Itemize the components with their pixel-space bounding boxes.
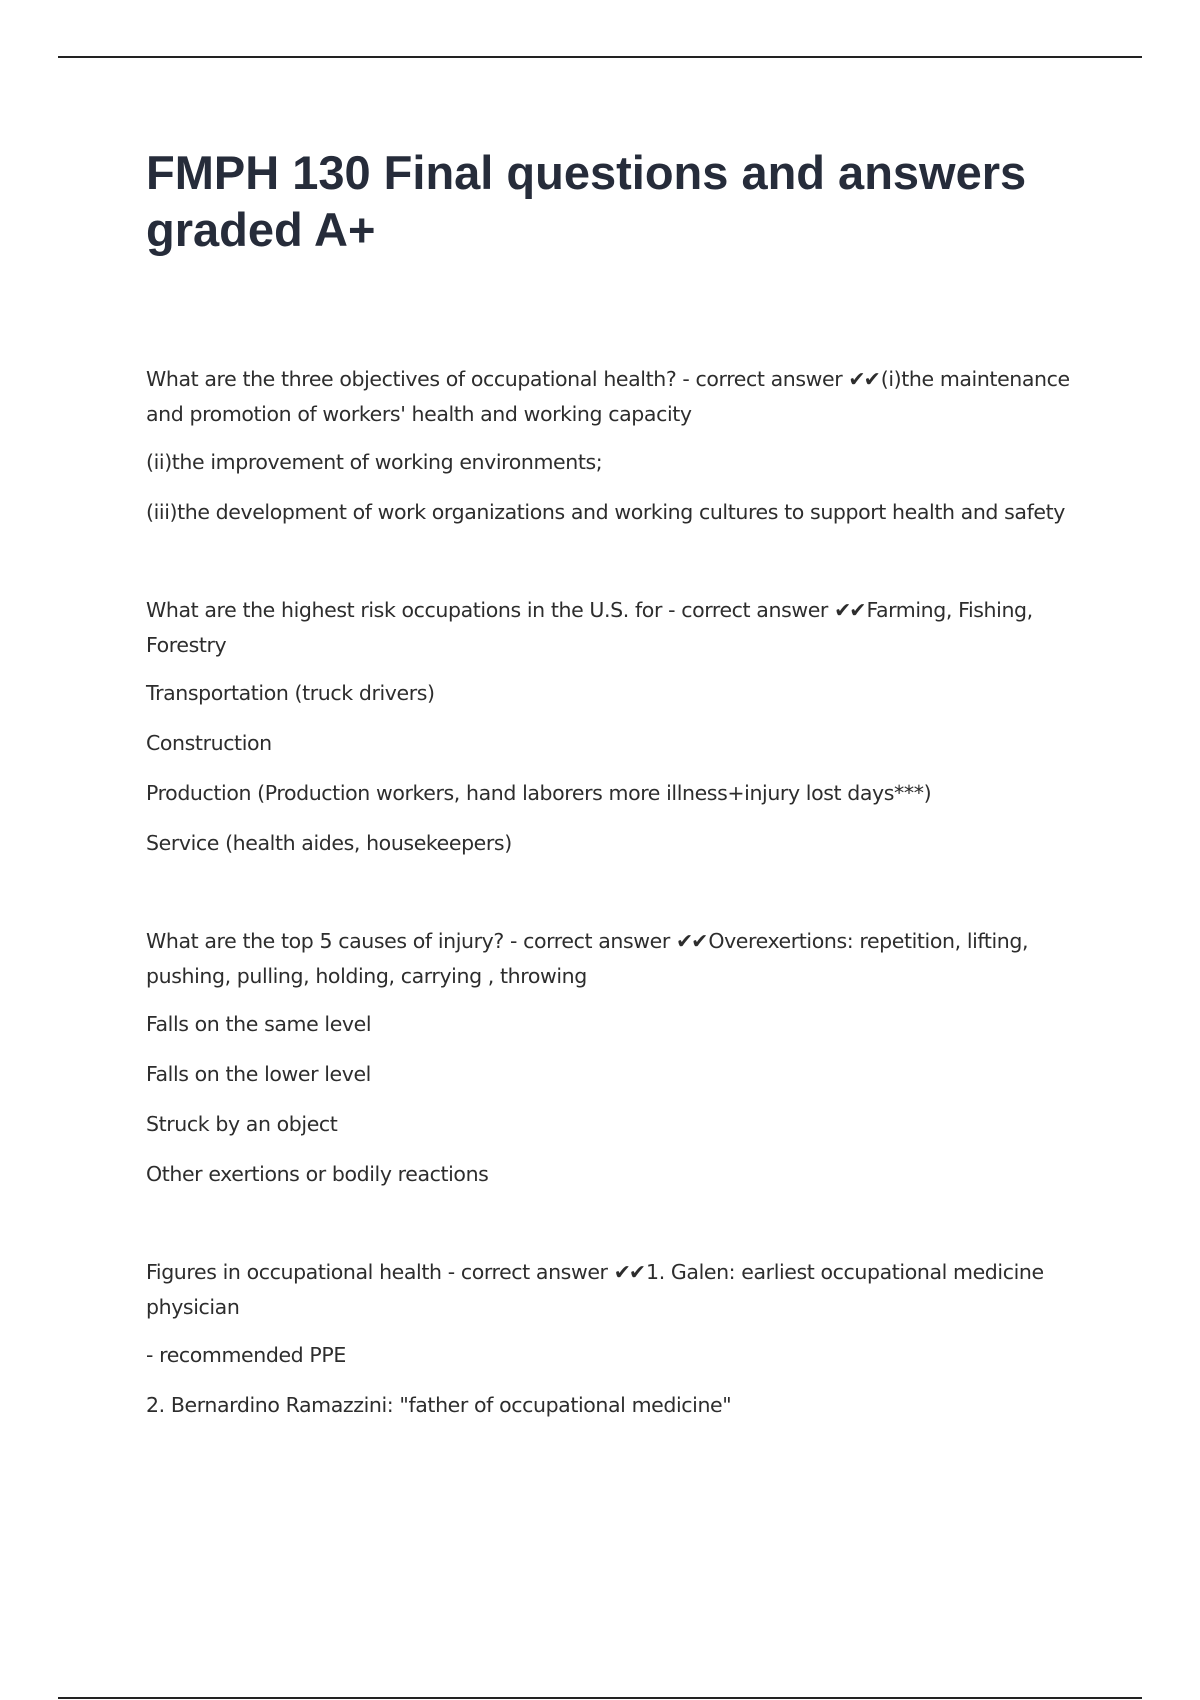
document-body <box>146 144 1086 1423</box>
qa-question-line <box>146 362 1086 432</box>
double-check-icon: ✔✔ <box>848 367 879 391</box>
answer-line: 2. Bernardino Ramazzini: "father of occupational medicine" <box>146 1393 732 1417</box>
bottom-rule <box>58 1697 1142 1699</box>
qa-entry <box>146 593 1086 861</box>
answer-line: Construction <box>146 731 272 755</box>
answer-text: Farming, Fishing, Forestry <box>146 598 1033 657</box>
answer-line: Struck by an object <box>146 1112 338 1136</box>
answer-line: (ii)the improvement of working environments; <box>146 450 603 474</box>
double-check-icon: ✔✔ <box>675 929 707 953</box>
answer-text: 1. Galen: earliest occupational medicine physician <box>146 1260 1044 1319</box>
answer-line: Service (health aides, housekeepers) <box>146 831 512 855</box>
qa-list <box>146 362 1086 1423</box>
qa-entry <box>146 1255 1086 1423</box>
answer-text: (i)the maintenance and promotion of workers' health and working capacity <box>146 367 1070 426</box>
document-title: FMPH 130 Final questions and answers graded A+ <box>146 146 1027 256</box>
top-rule <box>58 56 1142 58</box>
question-text: What are the highest risk occupations in the U.S. for <box>146 598 662 622</box>
answer-line: Transportation (truck drivers) <box>146 681 435 705</box>
answer-line: Other exertions or bodily reactions <box>146 1162 489 1186</box>
answer-line: Falls on the lower level <box>146 1062 371 1086</box>
answer-line: (iii)the development of work organizations and working cultures to support health and safety <box>146 500 1065 524</box>
question-text: What are the top 5 causes of injury? <box>146 929 504 953</box>
answer-separator: - correct answer <box>661 598 835 622</box>
answer-separator: - correct answer <box>503 929 676 953</box>
qa-entry <box>146 362 1086 530</box>
double-check-icon: ✔✔ <box>834 598 865 622</box>
answer-line: Production (Production workers, hand laborers more illness+injury lost days***) <box>146 781 932 805</box>
answer-text: Overexertions: repetition, lifting, pushing, pulling, holding, carrying , throwing <box>146 929 1029 988</box>
double-check-icon: ✔✔ <box>613 1260 645 1284</box>
answer-separator: - correct answer <box>676 367 849 391</box>
answer-separator: - correct answer <box>441 1260 614 1284</box>
qa-question-line <box>146 593 1086 663</box>
answer-line: Falls on the same level <box>146 1012 372 1036</box>
question-text: Figures in occupational health <box>146 1260 442 1284</box>
qa-question-line <box>146 924 1086 994</box>
qa-entry <box>146 924 1086 1192</box>
answer-line: - recommended PPE <box>146 1343 346 1367</box>
question-text: What are the three objectives of occupational health? <box>146 367 677 391</box>
qa-question-line <box>146 1255 1086 1325</box>
